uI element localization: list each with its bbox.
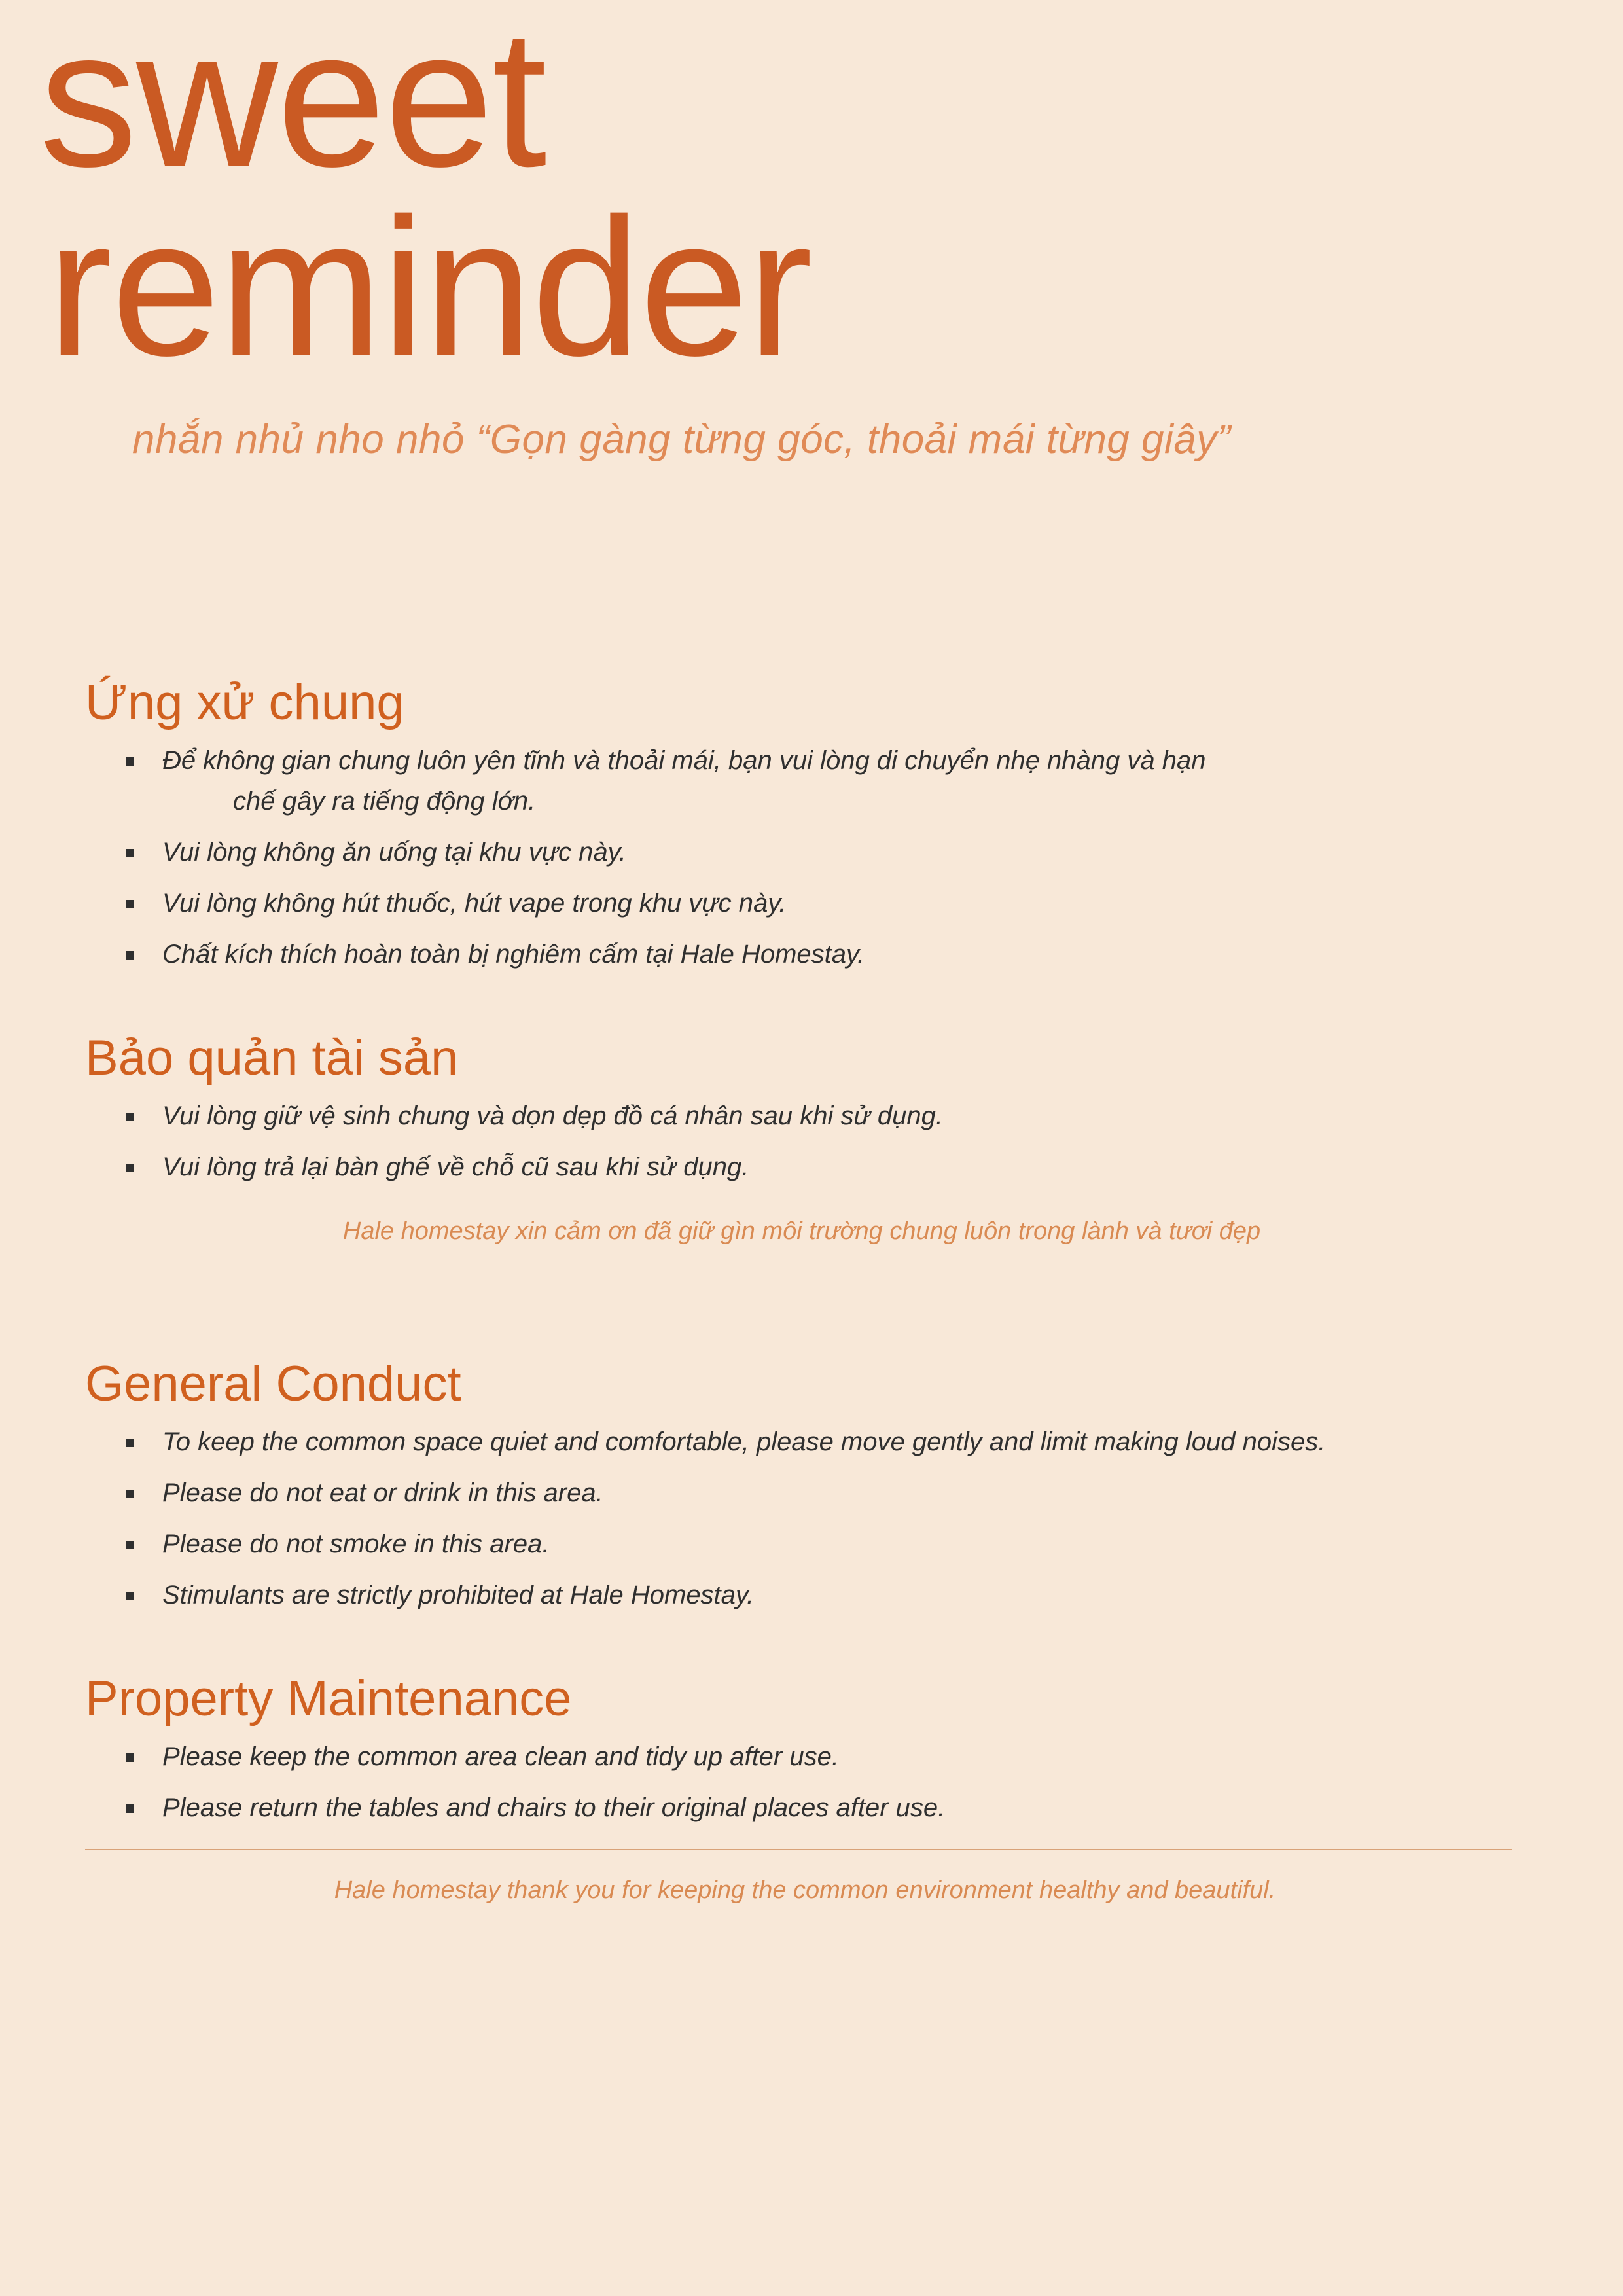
section-bullet-list — [85, 1096, 1544, 1187]
section-property-maintenance-en — [85, 1670, 1544, 1828]
spacer — [85, 1627, 1544, 1670]
poster-title-line-1: sweet — [39, 0, 546, 207]
section-heading: Bảo quản tài sản — [85, 1030, 459, 1086]
list-item: Chất kích thích hoàn toàn bị nghiêm cấm tại Hale Homestay. — [85, 934, 1544, 975]
list-item: Vui lòng không ăn uống tại khu vực này. — [85, 832, 1544, 872]
list-item: Stimulants are strictly prohibited at Hale Homestay. — [85, 1575, 1544, 1615]
list-item: Please return the tables and chairs to their original places after use. — [85, 1787, 1544, 1828]
list-item-text: Để không gian chung luôn yên tĩnh và thoải mái, bạn vui lòng di chuyển nhẹ nhàng và hạn — [162, 746, 1206, 775]
section-bullet-list — [85, 740, 1544, 975]
list-item-text-continued: chế gây ra tiếng động lớn. — [233, 787, 536, 816]
list-item — [85, 740, 1544, 821]
poster-subtitle: nhắn nhủ nho nhỏ “Gọn gàng từng góc, thoải mái từng giây” — [132, 417, 1231, 462]
section-heading: Ứng xử chung — [85, 675, 404, 730]
section-heading: General Conduct — [85, 1356, 461, 1412]
section-general-conduct-vi — [85, 674, 1544, 975]
section-general-conduct-en — [85, 1355, 1544, 1615]
poster-title-line-2: reminder — [47, 177, 812, 397]
poster-title-block — [34, 0, 1592, 463]
list-item: Vui lòng giữ vệ sinh chung và dọn dẹp đồ cá nhân sau khi sử dụng. — [85, 1096, 1544, 1136]
section-heading: Property Maintenance — [85, 1671, 572, 1727]
list-item: Please do not smoke in this area. — [85, 1524, 1544, 1564]
list-item: Please do not eat or drink in this area. — [85, 1473, 1544, 1513]
list-item: To keep the common space quiet and comfortable, please move gently and limit making loud noises. — [85, 1422, 1544, 1462]
spacer — [85, 986, 1544, 1030]
list-item: Please keep the common area clean and tidy up after use. — [85, 1736, 1544, 1777]
footer-thankyou-note-en: Hale homestay thank you for keeping the common environment healthy and beautiful. — [334, 1876, 1276, 1904]
section-bullet-list — [85, 1736, 1544, 1828]
section-thankyou-note-vi: Hale homestay xin cảm ơn đã giữ gìn môi trường chung luôn trong lành và tươi đẹp — [342, 1217, 1261, 1245]
list-item: Vui lòng không hút thuốc, hút vape trong khu vực này. — [85, 883, 1544, 924]
footer-divider — [85, 1849, 1512, 1850]
poster-content — [85, 674, 1544, 1905]
list-item: Vui lòng trả lại bàn ghế về chỗ cũ sau khi sử dụng. — [85, 1147, 1544, 1187]
section-bullet-list — [85, 1422, 1544, 1615]
section-property-maintenance-vi — [85, 1030, 1544, 1246]
spacer — [85, 1257, 1544, 1355]
